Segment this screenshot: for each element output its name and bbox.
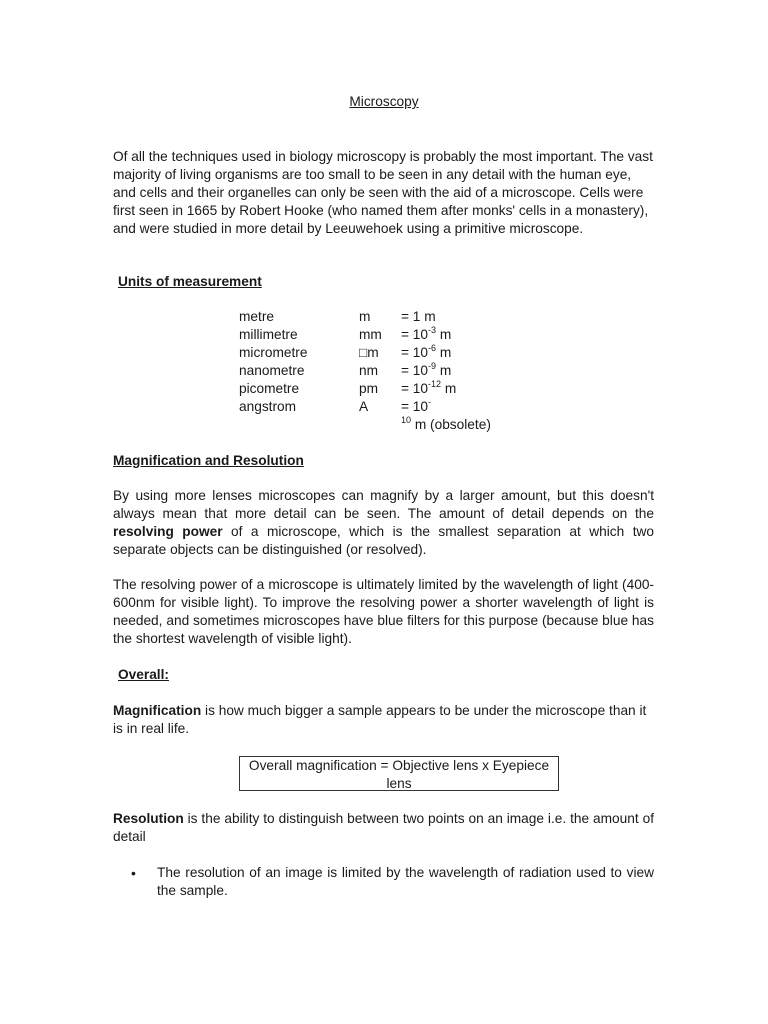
unit-symbol: A [359,399,369,414]
magnification-paragraph-1 [113,487,654,559]
magnification-resolution-heading: Magnification and Resolution [113,453,304,468]
unit-value [401,308,436,326]
unit-exponent: 10 [401,415,412,425]
unit-symbol: mm [359,327,382,342]
bullet-icon: • [131,865,136,881]
unit-value [401,326,451,344]
unit-exponent: -12 [428,379,442,389]
unit-suffix: m [436,327,452,342]
unit-value [401,398,431,416]
text-run: is how much bigger a sample appears to be under the microscope than it is in real life. [113,703,647,736]
unit-value [401,362,451,380]
unit-exponent: -9 [428,361,437,371]
formula-box: Overall magnification = Objective lens x Eyepiece lens [239,756,559,791]
unit-symbol: pm [359,381,379,396]
unit-value-text: = 10 [401,363,429,378]
page-title: Microscopy [349,94,419,109]
unit-value [401,380,456,398]
resolving-power-term: resolving power [113,524,223,539]
unit-value-text: = 10 [401,381,429,396]
unit-value-text: = 10 [401,327,429,342]
text-run: of a microscope, which is the smallest separation at which two separate objects can be distinguished (or resolved). [113,524,654,557]
unit-exponent: -6 [428,343,437,353]
unit-symbol: nm [359,363,379,378]
intro-paragraph: Of all the techniques used in biology microscopy is probably the most important. The vast majority of living organisms are too small to be seen in any detail with the human eye, and cells and their organelles can only be seen with the aid of a microscope. Cells were first seen in 1665 by Robert Hooke (who named them after monks' cells in a monastery), and were studied in more detail by Leeuwehoek using a primitive microscope. [113,149,653,236]
unit-exponent: -3 [428,325,437,335]
unit-suffix: m [436,363,452,378]
unit-name: picometre [239,381,300,396]
unit-value-text: = 10 [401,399,429,414]
unit-value-text: = 10 [401,345,429,360]
text-run: By using more lenses microscopes can magnify by a larger amount, but this doesn't always mean that more detail can be seen. The amount of detail depends on the [113,488,654,521]
unit-suffix: m [436,345,452,360]
resolution-term: Resolution [113,811,184,826]
text-run: is the ability to distinguish between two points on an image i.e. the amount of detail [113,811,654,844]
unit-symbol: m [359,309,371,324]
bullet-item: The resolution of an image is limited by the wavelength of radiation used to view the sample. [157,865,654,898]
magnification-paragraph-2: The resolving power of a microscope is ultimately limited by the wavelength of light (400-600nm for visible light). To improve the resolving power a shorter wavelength of light is needed, and sometimes microscopes have blue filters for this purpose (because blue has the shortest wavelength of visible light). [113,577,654,646]
unit-name: nanometre [239,363,305,378]
unit-name: metre [239,309,274,324]
unit-value [401,344,451,362]
unit-name: micrometre [239,345,308,360]
magnification-definition [113,702,654,738]
unit-name: millimetre [239,327,298,342]
unit-exponent: - [428,397,432,407]
magnification-term: Magnification [113,703,202,718]
unit-symbol: □m [359,345,379,360]
resolution-definition [113,810,654,846]
angstrom-continuation [401,416,491,434]
units-heading: Units of measurement [118,274,262,289]
unit-name: angstrom [239,399,297,414]
overall-heading: Overall: [118,667,169,682]
unit-value-text: = 1 m [401,309,436,324]
unit-suffix: m (obsolete) [411,417,491,432]
unit-suffix: m [441,381,457,396]
